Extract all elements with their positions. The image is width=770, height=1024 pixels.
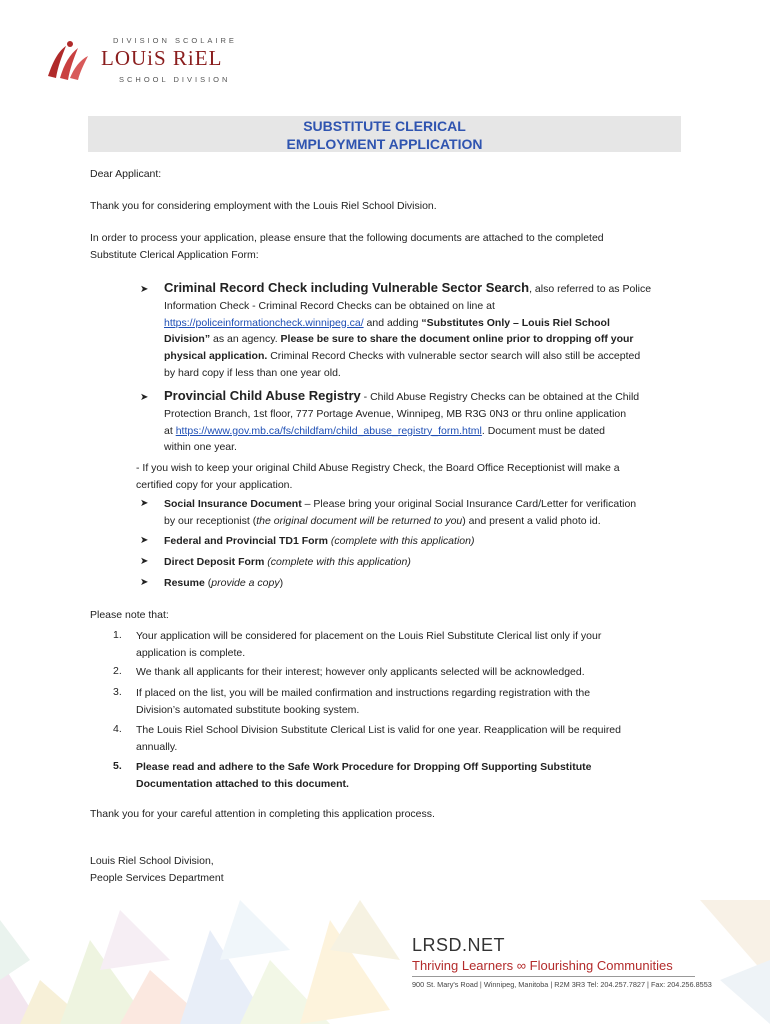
logo-top-text: DIVISION SCOLAIRE	[113, 36, 237, 45]
note-number: 2.	[113, 665, 122, 677]
greeting: Dear Applicant:	[90, 168, 162, 180]
child-abuse-registry: Provincial Child Abuse Registry - Child Abuse Registry Checks can be obtained at the Child Protection Branch, 1st floor, 777 Portage Avenue, Winnipeg, MB R3G 0N3 or thru online application at https://www.gov.mb.ca/fs/childfam/child_abuse_registry_form.html. Document must be dated within one year.	[164, 388, 640, 454]
footer-tagline: Thriving Learners ∞ Flourishing Communities	[412, 958, 673, 973]
social-insurance-item: Social Insurance Document – Please bring your original Social Insurance Card/Letter for verification by our receptionist (the original document will be returned to you) and present a valid photo id.	[164, 498, 637, 527]
note-item: If placed on the list, you will be mailed confirmation and instructions regarding registration with the Division’s automated substitute booking system.	[136, 687, 591, 716]
bullet-arrow-icon: ➤	[140, 556, 149, 567]
bullet-arrow-icon: ➤	[140, 535, 149, 546]
logo-mark-icon	[40, 38, 98, 84]
title-box	[88, 116, 681, 152]
note-item: Your application will be considered for placement on the Louis Riel Substitute Clerical list only if your application is complete.	[136, 630, 602, 659]
instructions: In order to process your application, please ensure that the following documents are attached to the completed Substitute Clerical Application Form:	[90, 232, 604, 261]
note-number: 3.	[113, 686, 122, 698]
td1-item: Federal and Provincial TD1 Form (complete with this application)	[164, 535, 475, 547]
logo-main-text: LOUiS RiEL	[101, 46, 223, 70]
criminal-record-check: Criminal Record Check including Vulnerable Sector Search, also referred to as Police Information Check - Criminal Record Checks can be obtained on line at https://policeinformationcheck.winnipeg.ca/ and adding “Substitutes Only – Louis Riel School Division” as an agency. Please be sure to share the document online prior to dropping off your physical application. Criminal Record Checks with vulnerable sector search will also still be accepted by hard copy if less than one year old.	[164, 280, 652, 379]
title-line-2: EMPLOYMENT APPLICATION	[286, 136, 483, 152]
thanks-intro: Thank you for considering employment with the Louis Riel School Division.	[90, 200, 437, 212]
note-item: We thank all applicants for their interest; however only applicants selected will be acknowledged.	[136, 666, 585, 678]
direct-deposit-item: Direct Deposit Form (complete with this application)	[164, 556, 411, 568]
bullet-arrow-icon: ➤	[140, 498, 149, 509]
bullet-arrow-icon: ➤	[140, 577, 149, 588]
resume-item: Resume (provide a copy)	[164, 577, 284, 589]
bullet-arrow-icon: ➤	[140, 392, 149, 403]
footer-divider	[412, 976, 695, 977]
note-item: Please read and adhere to the Safe Work Procedure for Dropping Off Supporting Substitute Documentation attached to this document.	[136, 761, 592, 790]
logo-bottom-text: SCHOOL DIVISION	[119, 75, 231, 84]
closing: Thank you for your careful attention in completing this application process.	[90, 808, 435, 820]
note-item: The Louis Riel School Division Substitute Clerical List is valid for one year. Reapplication will be required annually.	[136, 724, 621, 753]
footer-address: 900 St. Mary's Road | Winnipeg, Manitoba | R2M 3R3 Tel: 204.257.7827 | Fax: 204.256.8553	[412, 980, 712, 989]
footer-site: LRSD.NET	[412, 935, 506, 955]
keep-original-note: - If you wish to keep your original Child Abuse Registry Check, the Board Office Receptionist will make a certified copy for your application.	[136, 462, 620, 491]
signature: Louis Riel School Division, People Services Department	[90, 855, 224, 884]
note-number: 1.	[113, 629, 122, 641]
note-number: 4.	[113, 723, 122, 735]
please-note: Please note that:	[90, 609, 169, 621]
bullet-arrow-icon: ➤	[140, 284, 149, 295]
child-abuse-registry-link[interactable]: https://www.gov.mb.ca/fs/childfam/child_abuse_registry_form.html	[175, 424, 482, 437]
police-check-link[interactable]: https://policeinformationcheck.winnipeg.ca/	[164, 316, 364, 329]
note-number: 5.	[113, 760, 122, 772]
division-logo	[40, 24, 240, 88]
title-line-1: SUBSTITUTE CLERICAL	[303, 118, 466, 134]
